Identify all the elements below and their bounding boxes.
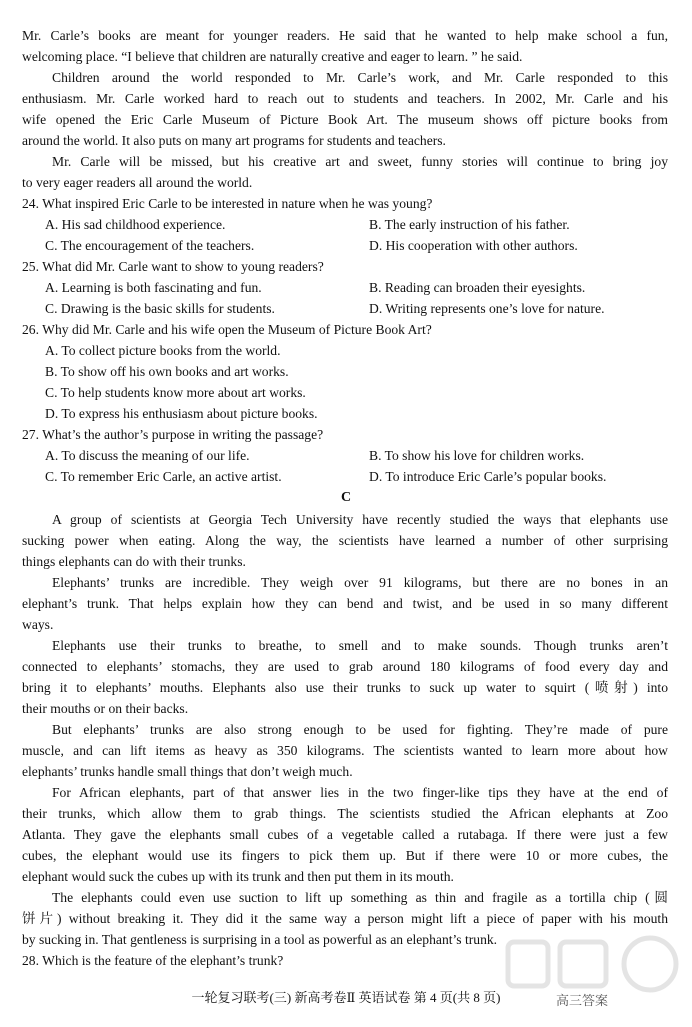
passage-line: their trunks, which allow them to grab things. The scientists studied the African elephants at Zoo (22, 806, 668, 821)
option-a: A. To discuss the meaning of our life. (45, 448, 250, 463)
passage-line: around the world. It also puts on many art programs for students and teachers. (22, 133, 446, 148)
passage-line: For African elephants, part of that answer lies in the two finger-like tips they have at the end of (52, 785, 668, 800)
passage-line: Elephants’ trunks are incredible. They weigh over 91 kilograms, but there are no bones in an (52, 575, 668, 590)
passage-line: elephants’ trunks handle small things that don’t weigh much. (22, 764, 353, 779)
option-b: B. To show his love for children works. (369, 448, 585, 463)
passage-line: sucking power when eating. Along the way, the scientists have learned a number of other surprising (22, 533, 668, 548)
passage-line: Mr. Carle will be missed, but his creative art and sweet, funny stories will continue to bring joy (52, 154, 668, 169)
section-heading: C (340, 490, 352, 505)
passage-line: welcoming place. “I believe that children are naturally creative and eager to learn. ” he said. (22, 49, 523, 64)
option-a: A. Learning is both fascinating and fun. (45, 280, 262, 295)
passage-line: Elephants use their trunks to breathe, to smell and to make sounds. Though trunks aren’t (52, 638, 668, 653)
passage-line: by sucking in. That gentleness is surprising in a tool as powerful as an elephant’s trunk. (22, 932, 498, 947)
question-stem: 24. What inspired Eric Carle to be interested in nature when he was young? (22, 196, 433, 211)
option-d: D. Writing represents one’s love for nature. (369, 301, 605, 316)
passage-line: ways. (22, 617, 54, 632)
option-c: C. To help students know more about art works. (45, 385, 306, 400)
passage-line: The elephants could even use suction to lift up something as thin and fragile as a tortilla chip (圆 (52, 890, 668, 905)
passage-line: cubes, the elephant would use its fingers to pick them up. But if there were 10 or more cubes, the (22, 848, 668, 863)
question-stem: 27. What’s the author’s purpose in writing the passage? (22, 427, 324, 442)
option-a: A. His sad childhood experience. (45, 217, 226, 232)
passage-line: A group of scientists at Georgia Tech University have recently studied the ways that elephants use (52, 512, 668, 527)
option-a: A. To collect picture books from the world. (45, 343, 281, 358)
option-c: C. The encouragement of the teachers. (45, 238, 255, 253)
passage-line: 饼片) without breaking it. They did it the same way a person might lift a piece of paper with his mouth (22, 911, 668, 926)
passage-line: Children around the world responded to Mr. Carle’s work, and Mr. Carle responded to this (52, 70, 668, 85)
passage-line: their mouths or on their backs. (22, 701, 189, 716)
passage-line: bring it to elephants’ mouths. Elephants also use their trunks to suck up water to squirt (喷射) into (22, 680, 668, 695)
page-footer: 一轮复习联考(三) 新高考卷Ⅱ 英语试卷 第 4 页(共 8 页) (191, 990, 501, 1005)
passage-line: elephant’s trunk. That helps explain how they can bend and twist, and be used in so many different (22, 596, 668, 611)
option-c: C. Drawing is the basic skills for students. (45, 301, 275, 316)
watermark-text: 高三答案 (556, 993, 609, 1008)
option-b: B. The early instruction of his father. (369, 217, 570, 232)
passage-line: Atlanta. They gave the elephants small cubes of a vegetable called a rutabaga. If there were just a few (22, 827, 668, 842)
passage-line: to very eager readers all around the world. (22, 175, 253, 190)
question-stem: 28. Which is the feature of the elephant’s trunk? (22, 953, 284, 968)
option-b: B. To show off his own books and art works. (45, 364, 289, 379)
passage-line: muscle, and can lift items as heavy as 350 kilograms. The scientists wanted to learn more about how (22, 743, 668, 758)
passage-line: enthusiasm. Mr. Carle worked hard to reach out to students and teachers. In 2002, Mr. Carle and his (22, 91, 668, 106)
passage-line: But elephants’ trunks are also strong enough to be used for fighting. They’re made of pure (52, 722, 668, 737)
passage-line: Mr. Carle’s books are meant for younger readers. He said that he wanted to help make school a fun, (22, 28, 668, 43)
option-d: D. To introduce Eric Carle’s popular books. (369, 469, 607, 484)
passage-line: elephant would suck the cubes up with its trunk and then put them in its mouth. (22, 869, 454, 884)
option-c: C. To remember Eric Carle, an active artist. (45, 469, 282, 484)
question-stem: 25. What did Mr. Carle want to show to young readers? (22, 259, 324, 274)
option-d: D. His cooperation with other authors. (369, 238, 578, 253)
option-b: B. Reading can broaden their eyesights. (369, 280, 586, 295)
passage-line: connected to elephants’ stomachs, they are used to grab around 180 kilograms of food every day and (22, 659, 668, 674)
option-d: D. To express his enthusiasm about picture books. (45, 406, 318, 421)
passage-line: things elephants can do with their trunks. (22, 554, 246, 569)
question-stem: 26. Why did Mr. Carle and his wife open the Museum of Picture Book Art? (22, 322, 432, 337)
passage-line: wife opened the Eric Carle Museum of Picture Book Art. The museum shows off picture books from (22, 112, 668, 127)
